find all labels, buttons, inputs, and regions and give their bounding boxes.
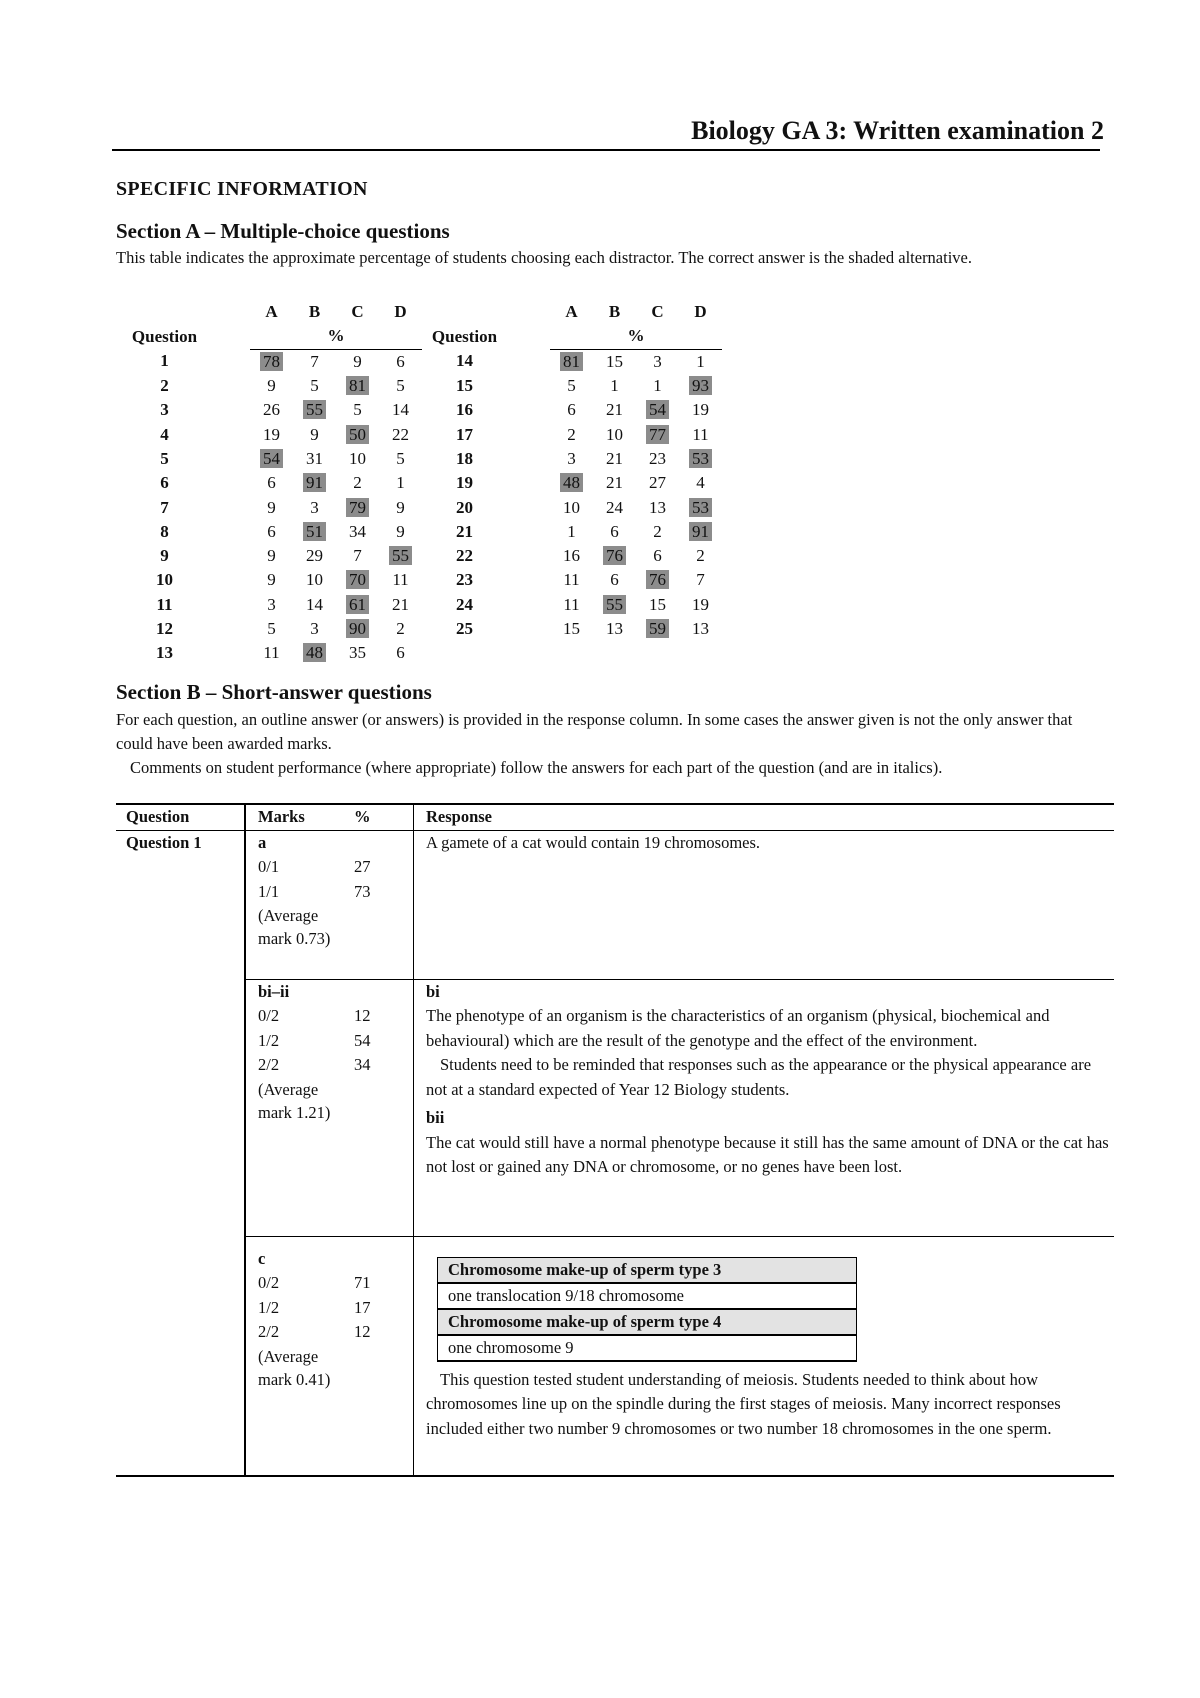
correct-answer-cell: 70 [336, 568, 379, 592]
marks-line: 1/2 54 [258, 1030, 371, 1050]
answer-cell: 6 [396, 643, 405, 663]
correct-answer-cell: 55 [593, 593, 636, 617]
part-c-marks: c 0/2 71 1/2 17 2/2 12 (Average mark 0.41) [245, 1236, 414, 1476]
col-label-a: A [265, 302, 278, 322]
answer-cell: 13 [606, 619, 623, 638]
answer-cell: 19 [692, 400, 709, 420]
answer-cell: 6 [396, 351, 405, 371]
answer-cell: 26 [263, 400, 280, 420]
question-number: 4 [160, 424, 169, 444]
marks-line: 1/2 17 [258, 1297, 371, 1317]
answer-cell: 5 [267, 619, 276, 638]
sperm-type-4-value: one chromosome 9 [438, 1335, 857, 1361]
answer-cell: 9 [267, 376, 276, 396]
answer-cell: 5 [353, 400, 362, 420]
question-col-header: Question [431, 326, 498, 346]
answer-cell: 4 [696, 473, 705, 493]
question-number: 16 [456, 400, 473, 420]
question-number: 13 [156, 643, 173, 663]
sperm-type-3-heading: Chromosome make-up of sperm type 3 [438, 1257, 857, 1283]
correct-answer-cell: 61 [336, 593, 379, 617]
answer-cell: 15 [563, 619, 580, 638]
answer-cell: 1 [653, 376, 662, 396]
answer-cell: 9 [267, 546, 276, 566]
correct-answer-cell: 53 [679, 495, 722, 519]
answer-cell: 21 [606, 473, 623, 493]
answer-cell: 6 [267, 473, 276, 493]
question-number: 23 [456, 570, 473, 590]
table-row [412, 520, 722, 544]
answer-cell: 9 [267, 497, 276, 517]
answer-cell: 13 [649, 497, 666, 517]
answer-cell: 1 [610, 376, 619, 396]
answer-cell: 29 [306, 546, 323, 566]
answer-cell: 9 [267, 570, 276, 590]
answer-cell: 24 [606, 497, 623, 517]
correct-answer-cell: 91 [679, 520, 722, 544]
answer-cell: 1 [567, 521, 576, 541]
table-row [116, 830, 1114, 979]
answer-cell: 7 [353, 546, 362, 566]
correct-answer-cell: 81 [336, 374, 379, 398]
section-a-heading: Section A – Multiple-choice questions [116, 219, 450, 243]
answer-cell: 7 [696, 570, 705, 590]
question-number: 24 [456, 594, 473, 614]
table-row [112, 471, 422, 495]
answer-cell: 27 [649, 473, 666, 493]
answer-cell: 9 [396, 497, 405, 517]
correct-answer-cell: 48 [293, 641, 336, 665]
answer-cell: 10 [349, 448, 366, 468]
table-row [112, 495, 422, 519]
answer-cell: 23 [649, 448, 666, 468]
question-1-label: Question 1 [116, 830, 245, 1476]
answer-cell: 14 [392, 400, 409, 420]
section-b-intro [116, 708, 1096, 780]
answer-cell: 6 [567, 400, 576, 420]
correct-answer-cell: 77 [636, 422, 679, 446]
specific-information-heading: SPECIFIC INFORMATION [116, 178, 368, 200]
answer-cell: 5 [567, 376, 576, 396]
answer-cell: 9 [353, 351, 362, 371]
table-row [112, 593, 422, 617]
table-row [112, 422, 422, 446]
answer-cell: 21 [606, 448, 623, 468]
sb-header-question: Question [116, 804, 245, 830]
col-label-a: A [565, 302, 578, 322]
answer-cell: 35 [349, 643, 366, 663]
marks-line: 0/2 12 [258, 1006, 371, 1025]
correct-answer-cell: 91 [293, 471, 336, 495]
sb-header-marks: Marks % [245, 804, 414, 830]
question-number: 20 [456, 497, 473, 517]
question-number: 19 [456, 473, 473, 493]
answer-cell: 34 [349, 521, 366, 541]
answer-cell: 13 [692, 619, 709, 638]
question-number: 12 [156, 619, 173, 638]
question-number: 3 [160, 400, 169, 420]
col-label-d: D [394, 302, 407, 322]
col-label-c: C [651, 302, 664, 322]
marks-line: 0/1 27 [258, 857, 371, 876]
sb-header-response: Response [414, 804, 1115, 830]
table-row [412, 617, 722, 641]
answer-cell: 11 [563, 594, 580, 614]
correct-answer-cell: 90 [336, 617, 379, 641]
table-row [412, 422, 722, 446]
answer-cell: 15 [606, 351, 623, 371]
answer-cell: 11 [392, 570, 409, 590]
answer-cell: 14 [306, 594, 323, 614]
answer-cell: 2 [353, 473, 362, 493]
correct-answer-cell: 51 [293, 520, 336, 544]
question-number: 8 [160, 521, 169, 541]
col-label-c: C [351, 302, 364, 322]
answer-cell: 22 [392, 424, 409, 444]
section-b-heading: Section B – Short-answer questions [116, 680, 432, 704]
question-number: 6 [160, 473, 169, 493]
answer-cell: 1 [396, 473, 405, 493]
correct-answer-cell: 55 [293, 398, 336, 422]
table-row [116, 979, 1114, 1236]
table-row [412, 447, 722, 471]
section-a-intro: This table indicates the approximate percentage of students choosing each distractor. The correct answer is the shaded alternative. [116, 248, 973, 267]
correct-answer-cell: 55 [379, 544, 422, 568]
answer-cell: 2 [567, 424, 576, 444]
answer-cell: 19 [692, 594, 709, 614]
answer-cell: 3 [267, 594, 276, 614]
sperm-type-4-heading: Chromosome make-up of sperm type 4 [438, 1309, 857, 1335]
question-number: 25 [456, 619, 473, 638]
table-row [412, 471, 722, 495]
table-row [412, 374, 722, 398]
answer-cell: 3 [567, 448, 576, 468]
question-number: 5 [160, 448, 169, 468]
table-row [412, 544, 722, 568]
table-row [412, 495, 722, 519]
part-b-marks: bi–ii 0/2 12 1/2 54 2/2 34 (Average mark 1.21) [245, 979, 414, 1236]
chromosome-table [437, 1257, 857, 1362]
question-number: 1 [160, 351, 169, 371]
correct-answer-cell: 54 [250, 447, 293, 471]
answer-cell: 3 [310, 619, 319, 638]
question-number: 17 [456, 424, 473, 444]
answer-cell: 11 [263, 643, 280, 663]
col-label-b: B [608, 302, 621, 322]
short-answer-table [116, 803, 1114, 1477]
question-number: 7 [160, 497, 169, 517]
correct-answer-cell: 48 [550, 471, 593, 495]
part-a-marks: a 0/1 27 1/1 73 (Average mark 0.73) [245, 830, 414, 979]
marks-line: 1/1 73 [258, 881, 371, 901]
question-number: 15 [456, 376, 473, 396]
correct-answer-cell: 76 [593, 544, 636, 568]
answer-cell: 5 [310, 376, 319, 396]
part-a-response: A gamete of a cat would contain 19 chromosomes. [414, 830, 1115, 979]
table-row [112, 641, 422, 665]
table-row [412, 568, 722, 592]
answer-cell: 9 [310, 424, 319, 444]
answer-cell: 21 [606, 400, 623, 420]
part-c-response: Chromosome make-up of sperm type 3 one translocation 9/18 chromosome Chromosome make-up of sperm type 4 one chromosome 9 This question tested student understanding of meiosis. Students needed to think about how chromosomes line up on the spindle during the first stages of meiosis. Many incorrect responses included either two number 9 chromosomes or two number 18 chromosomes in the one sperm. [414, 1236, 1115, 1476]
pct-header: % [250, 324, 422, 349]
answer-cell: 7 [310, 351, 319, 371]
table-row [112, 374, 422, 398]
answer-cell: 5 [396, 448, 405, 468]
table-row [412, 398, 722, 422]
document-header-title: Biology GA 3: Written examination 2 [691, 116, 1104, 145]
question-number: 11 [156, 594, 173, 614]
header-rule [112, 149, 1100, 151]
answer-cell: 3 [653, 351, 662, 371]
question-number: 18 [456, 448, 473, 468]
correct-answer-cell: 54 [636, 398, 679, 422]
table-row [112, 544, 422, 568]
question-col-header: Question [131, 326, 198, 346]
pct-header: % [550, 324, 722, 349]
correct-answer-cell: 78 [250, 349, 293, 374]
answer-cell: 6 [653, 546, 662, 566]
answer-cell: 10 [563, 497, 580, 517]
question-number: 2 [160, 376, 169, 396]
answer-cell: 5 [396, 376, 405, 396]
correct-answer-cell: 79 [336, 495, 379, 519]
correct-answer-cell: 81 [550, 349, 593, 374]
col-label-b: B [308, 302, 321, 322]
answer-cell: 6 [267, 521, 276, 541]
table-row [412, 349, 722, 374]
col-label-d: D [694, 302, 707, 322]
marks-line: 0/2 71 [258, 1273, 371, 1292]
table-row [112, 520, 422, 544]
correct-answer-cell: 50 [336, 422, 379, 446]
correct-answer-cell: 93 [679, 374, 722, 398]
part-b-response: bi The phenotype of an organism is the characteristics of an organism (physical, biochemical and behavioural) which are the result of the genotype and the effect of the environment. Students need to be reminded that responses such as the appearance or the physical appearance are not at a standard expected of Year 12 Biology students. bii The cat would still have a normal phenotype because it still has the same amount of DNA or the cat has not lost or gained any DNA or chromosome, or no genes have been lost. [414, 979, 1115, 1236]
answer-cell: 6 [610, 521, 619, 541]
answer-cell: 16 [563, 546, 580, 566]
table-row [412, 593, 722, 617]
answer-cell: 1 [696, 351, 705, 371]
answer-cell: 9 [396, 521, 405, 541]
marks-line: 2/2 12 [258, 1322, 371, 1341]
question-number: 10 [156, 570, 173, 590]
table-row [116, 1236, 1114, 1476]
answer-cell: 11 [563, 570, 580, 590]
sperm-type-3-value: one translocation 9/18 chromosome [438, 1283, 857, 1309]
answer-cell: 11 [692, 424, 709, 444]
section-b-intro-1: For each question, an outline answer (or answers) is provided in the response column. In some cases the answer given is not the only answer that could have been awarded marks. [116, 710, 1073, 753]
question-number: 21 [456, 521, 473, 541]
table-row [112, 398, 422, 422]
answer-cell: 2 [396, 619, 405, 638]
mc-table-left [112, 300, 422, 665]
answer-cell: 10 [306, 570, 323, 590]
question-number: 9 [160, 546, 169, 566]
table-row [112, 349, 422, 374]
section-b-intro-2: Comments on student performance (where appropriate) follow the answers for each part of the question (and are in italics). [130, 758, 943, 777]
answer-cell: 10 [606, 424, 623, 444]
correct-answer-cell: 53 [679, 447, 722, 471]
answer-cell: 21 [392, 594, 409, 614]
table-row [112, 568, 422, 592]
answer-cell: 15 [649, 594, 666, 614]
marks-line: 2/2 34 [258, 1055, 371, 1074]
question-number: 14 [456, 351, 473, 371]
table-row [112, 447, 422, 471]
answer-cell: 2 [653, 521, 662, 541]
mc-table-right [412, 300, 722, 641]
answer-cell: 3 [310, 497, 319, 517]
question-number: 22 [456, 546, 473, 566]
correct-answer-cell: 76 [636, 568, 679, 592]
answer-cell: 31 [306, 448, 323, 468]
correct-answer-cell: 59 [636, 617, 679, 641]
table-row [112, 617, 422, 641]
answer-cell: 6 [610, 570, 619, 590]
answer-cell: 19 [263, 424, 280, 444]
answer-cell: 2 [696, 546, 705, 566]
